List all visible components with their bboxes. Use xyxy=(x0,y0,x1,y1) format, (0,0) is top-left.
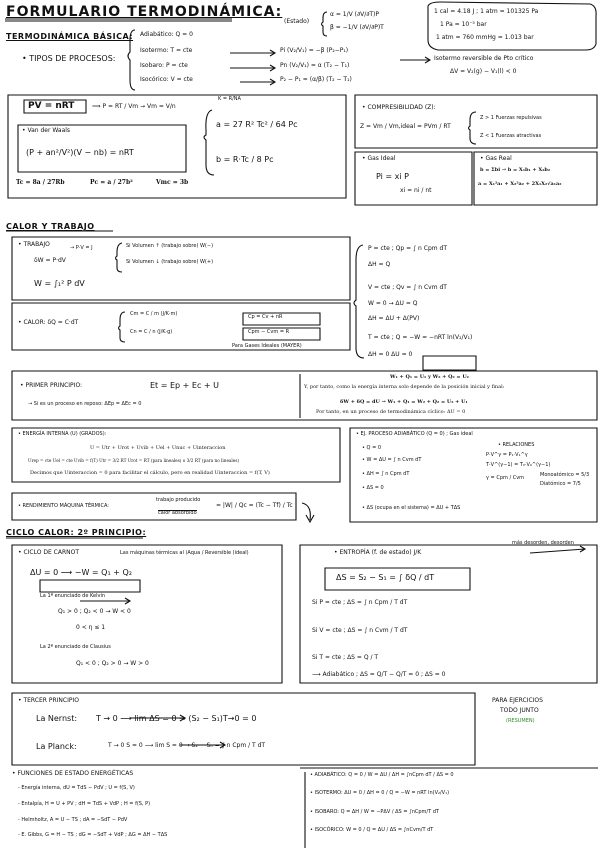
entropy-isothermal: Si T = cte ; ΔS = Q / T xyxy=(312,654,379,661)
compressibility-label: • COMPRESIBILIDAD (Z): xyxy=(362,104,436,111)
entropy-isobaric: Si P = cte ; ΔS = ∫ n Cpm / T dT xyxy=(312,599,408,606)
mayer-relation: Cp = Cv + nR xyxy=(248,314,283,320)
adiabatic-entropy: • ΔS = 0 xyxy=(362,485,384,491)
work-case-expansion: Si Volumen ↑ (trabajo sobre) W(−) xyxy=(126,243,214,249)
critical-pressure: Pc = a / 27b² xyxy=(90,179,133,186)
van-der-waals-eq: (P + an²/V²)(V − nb) = nRT xyxy=(26,148,134,157)
first-law-rest-note: → Si es un proceso en reposo: ΔEp = ΔEc = 0 xyxy=(28,401,142,407)
entropy-disorder-note: más desorden, desorden xyxy=(512,540,574,546)
ideal-gas-law: PV = nRT xyxy=(28,101,75,111)
work-case-compression: Si Volumen ↓ (trabajo sobre) W(+) xyxy=(126,259,214,265)
entropy-isochoric: Si V = cte ; ΔS = ∫ n Cvm / T dT xyxy=(312,627,408,634)
summary-isothermal: • ISOTERMO: ΔU = 0 / ΔH = 0 / Q = −W = nRT ln(V₂/V₁) xyxy=(310,790,450,796)
summary-isobaric: • ISOBARO: Q = ΔH / W = −PΔV / ΔS = ∫nCpm/T dT xyxy=(310,809,439,815)
nernst-label: La Nernst: xyxy=(36,714,78,723)
planck-label: La Planck: xyxy=(36,742,77,751)
temperature-volume-relation: T·V^(γ−1) = T₀·V₀^(γ−1) xyxy=(486,462,551,468)
real-gas-a-mix: a = X₁²a₁ + X₂²a₂ + 2X₁X₂√a₁a₂ xyxy=(478,181,562,187)
beta-eq: β = −1/V (∂V/∂P)T xyxy=(330,24,384,31)
state-function-enthalpy: - Entalpía, H = U + PV ; dH = TdS + VdP ; H = f(S, P) xyxy=(18,801,151,807)
efficiency-eq: = |W| / Qc = (Tc − Tf) / Tc xyxy=(216,502,293,509)
nernst-eq: T → 0 ⟶ lim ΔS = 0 → (S₂ − S₁)T→0 = 0 xyxy=(96,714,257,723)
carnot-label: • CICLO DE CARNOT xyxy=(18,549,80,556)
state-function-gibbs: - E. Gibbs, G = H − TS ; dG = −SdT + VdP ; ΔG = ΔH − TΔS xyxy=(18,832,168,838)
summary-adiabatic: • ADIABÁTICO: Q = 0 / W = ΔU / ΔH = ∫nCpm dT / ΔS = 0 xyxy=(310,772,454,778)
critical-volume: Vmc = 3b xyxy=(156,179,189,186)
adiabatic-heat: • Q = 0 xyxy=(362,445,382,451)
process-isochoric: Isocórico: V = cte xyxy=(140,76,193,83)
planck-eq: T → 0 S = 0 ⟶ lim S = 0 → S₂ − S₀ = ∫ n Cpm / T dT xyxy=(108,742,266,749)
state-function-internal-energy: - Energía interna, dU = TdS − PdV ; U = f(S, V) xyxy=(18,785,135,791)
units-line-1: 1 cal = 4.18 J ; 1 atm = 101325 Pa xyxy=(434,8,539,15)
mayer-note: Para Gases Ideales (MAYER) xyxy=(232,343,302,349)
page-title: FORMULARIO TERMODINÁMICA: xyxy=(6,4,283,20)
carnot-eq: ΔU = 0 ⟶ −W = Q₁ + Q₂ xyxy=(30,568,132,577)
kelvin-label: La 1ª enunciado de Kelvin xyxy=(40,593,106,599)
real-gas-label: • Gas Real xyxy=(480,155,512,162)
isobaric-eq: Pn (V₂/V₁) = α (T₂ − T₁) xyxy=(280,62,350,69)
clausius-label: La 2ª enunciado de Clausius xyxy=(40,644,111,650)
boltzmann-eq: K = R/NA xyxy=(218,96,241,102)
molar-volume-eq: ⟹ P = RT / Vm → Vm = V/n xyxy=(92,103,176,110)
compressibility-eq: Z = Vm / Vm,ideal = PVm / RT xyxy=(360,123,451,130)
section-second-law-header: CICLO CALOR: 2º PRINCIPIO: xyxy=(6,528,147,537)
gamma-monoatomic: Monoatómico = 5/3 xyxy=(540,472,590,478)
poisson-relation: P·V^γ = P₁·V₁^γ xyxy=(486,452,528,458)
adiabatic-entropy-note: • ΔS (ocupa en el sistema) = ΔU + TΔS xyxy=(362,505,461,511)
isochoric-heat: V = cte ; Qv = ∫ n Cvm dT xyxy=(368,284,447,291)
first-law-r1: W₁ + Q₁ = U₁ y W₂ + Q₂ = U₂ xyxy=(390,374,469,380)
work-label: • TRABAJO xyxy=(18,241,50,248)
summary-isochoric: • ISOCÓRICO: W = 0 / Q = ΔU / ΔS = ∫nCvm/T dT xyxy=(310,827,434,833)
section-heat-work-header: CALOR Y TRABAJO xyxy=(6,222,95,231)
isothermal-eq: Pi (V₂/V₁) = −β (P₂−P₁) xyxy=(280,47,349,54)
van-der-waals-label: • Van der Waals xyxy=(22,127,71,134)
compressibility-repulsive: Z > 1 Fuerzas repulsivas xyxy=(480,115,542,121)
section-basic-header: TERMODINÁMICA BÁSICA: xyxy=(6,32,134,41)
real-gas-b-mix: b = Σbi → b = X₁b₁ + X₂b₂ xyxy=(480,167,551,173)
ideal-gas-label: • Gas Ideal xyxy=(362,155,396,162)
entropy-adiabatic: ⟶ Adiabático ; ΔS = Q/T − Q/T = 0 ; ΔS = 0 xyxy=(312,671,446,678)
volume-change-note: ΔV = V₂(g) − V₁(l) < 0 xyxy=(450,68,517,75)
compressibility-attractive: Z < 1 Fuerzas atractivas xyxy=(480,133,542,139)
specific-heat-mass: Cm = C / m (J/K·m) xyxy=(130,311,178,317)
units-line-2: 1 Pa = 10⁻⁵ bar xyxy=(440,21,487,28)
first-law-label: • PRIMER PRINCIPIO: xyxy=(20,382,83,389)
isobaric-heat: P = cte ; Qp = ∫ n Cpm dT xyxy=(368,245,447,252)
exercises-note-line1: PARA EJERCICIOS xyxy=(492,697,543,704)
enthalpy-relation: ΔH = ΔU + Δ(PV) xyxy=(368,315,420,322)
entropy-label: • ENTROPÍA (f. de estado) J/K xyxy=(334,549,422,556)
isochoric-eq: P₂ − P₁ = (α/β) (T₂ − T₁) xyxy=(280,76,352,83)
process-isobaric: Isobaro: P = cte xyxy=(140,62,188,69)
process-types-label: • TIPOS DE PROCESOS: xyxy=(22,54,116,63)
adiabatic-example-label: • EJ. PROCESO ADIABÁTICO (Q = 0) ; Gas ideal xyxy=(356,431,473,437)
units-line-3: 1 atm = 760 mmHg = 1.013 bar xyxy=(436,34,534,41)
work-eq: δW = P·dV xyxy=(34,257,66,264)
mole-fraction-eq: xi = ni / nt xyxy=(400,187,432,194)
isothermal-heat: T = cte ; Q = −W = −nRT ln(V₂/V₁) xyxy=(368,334,473,341)
specific-heat-molar: Cn = C / n (J/K·g) xyxy=(130,329,173,335)
efficiency-label: • RENDIMIENTO MÁQUINA TÉRMICA: xyxy=(18,503,109,509)
gamma-diatomic: Diatómico = 7/5 xyxy=(540,481,581,487)
clausius-eq: Q₁ < 0 ; Q₂ > 0 → W > 0 xyxy=(76,660,149,667)
efficiency-numerator: trabajo producido xyxy=(156,497,201,503)
carnot-description: Las máquinas térmicas al ⟨Aqua / Reversible (ideal) xyxy=(120,550,249,556)
b-constant-eq: b = R·Tc / 8 Pc xyxy=(216,155,274,164)
gamma-definition: γ = Cpm / Cvm xyxy=(486,475,525,481)
first-law-eq: Et = Ep + Ec + U xyxy=(150,381,219,390)
critical-temperature: Tc = 8a / 27Rb xyxy=(16,179,65,186)
adiabatic-work: • W = ΔU = ∫ n Cvm dT xyxy=(362,457,422,463)
state-label: (Estado) xyxy=(284,18,310,25)
kelvin-eq2: 0 < η ≤ 1 xyxy=(76,624,106,631)
internal-energy-eq: U = Utr + Urot + Uvib + Uel + Unuc + Uinteraccion xyxy=(90,445,226,451)
isochoric-energy: W = 0 → ΔU = Q xyxy=(368,300,418,307)
isobaric-enthalpy: ΔH = Q xyxy=(368,261,391,268)
state-functions-label: • FUNCIONES DE ESTADO ENERGÉTICAS xyxy=(12,770,134,777)
alpha-eq: α = 1/V (∂V/∂T)P xyxy=(330,11,379,18)
efficiency-denominator: calor absorbido xyxy=(158,510,197,516)
third-law-label: • TERCER PRINCIPIO xyxy=(18,697,79,704)
exercises-note-line2: TODO JUNTO xyxy=(500,707,539,714)
a-constant-eq: a = 27 R² Tc² / 64 Pc xyxy=(216,120,298,129)
relations-label: • RELACIONES xyxy=(498,442,535,448)
partial-pressure-eq: Pi = xi P xyxy=(376,172,409,181)
process-isothermal: Isotermo: T = cte xyxy=(140,47,193,54)
process-adiabatic: Adiabático: Q = 0 xyxy=(140,31,193,38)
isothermal-critical-note: Isotermo reversible de Pto crítico xyxy=(434,55,534,62)
first-law-r4: Por tanto, en un proceso de termodinámica cíclico: ΔU = 0 xyxy=(316,409,466,415)
work-units: → P·V = J xyxy=(70,245,93,251)
first-law-r2: Y, por tanto, como la energía interna solo depende de la posición inicial y final: xyxy=(304,384,505,390)
mayer-molar-relation: Cpm − Cvm = R xyxy=(248,329,290,335)
heat-label: • CALOR: δQ = C·dT xyxy=(18,319,79,326)
state-function-helmholtz: - Helmholtz, A = U − TS ; dA = −SdT − PdV xyxy=(18,817,128,823)
internal-energy-terms: Urep = cte Uel = cte Uvib = f(T) Utr = 3/2 RT Urot = RT (para lineales) o 3/2 RT (para no lineales) xyxy=(28,458,240,463)
isothermal-state-changes: ΔH = 0 ΔU = 0 xyxy=(368,351,413,358)
exercises-note-summary: (RESUMEN) xyxy=(506,718,535,724)
work-integral: W = ∫₁² P dV xyxy=(34,279,85,288)
internal-energy-label: • ENERGÍA INTERNA (U) (GRADOS): xyxy=(18,431,107,437)
kelvin-eq1: Q₁ > 0 ; Q₂ < 0 → W < 0 xyxy=(58,608,131,615)
first-law-r3: δW + δQ = dU → W₁ + Q₁ = W₂ + Q₂ = U₂ + U₁ xyxy=(340,399,468,405)
entropy-definition: ΔS = S₂ − S₁ = ∫ δQ / dT xyxy=(336,573,435,582)
adiabatic-enthalpy: • ΔH = ∫ n Cpm dT xyxy=(362,471,410,477)
internal-energy-note: Decimos que Uinteraccion = 0 para facilitar el cálculo, pero en realidad Uinteraccion = f(T, V) xyxy=(30,470,270,476)
